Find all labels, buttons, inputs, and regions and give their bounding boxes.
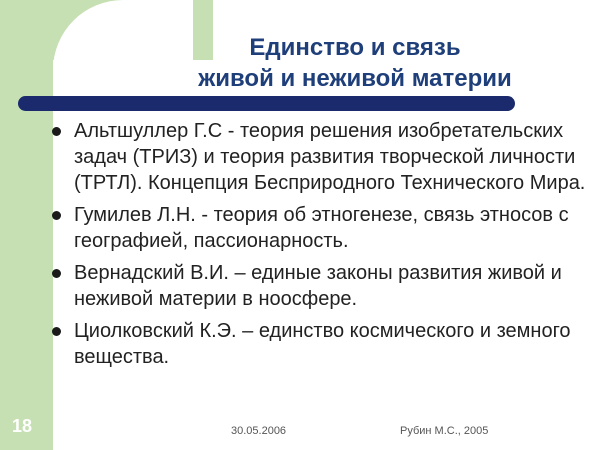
slide-title: [120, 32, 590, 94]
bullet-item: [52, 260, 592, 312]
bullet-text: Альтшуллер Г.С - теория решения изобретательских задач (ТРИЗ) и теория развития творческой личности (ТРТЛ). Концепция Бесприродного Технического Мира.: [74, 120, 586, 194]
bullet-item: [52, 202, 592, 254]
bullet-item: [52, 318, 592, 370]
bullet-text: Вернадский В.И. – единые законы развития живой и неживой материи в ноосфере.: [74, 262, 562, 310]
title-divider-bar: [18, 96, 515, 111]
bullet-list: [52, 118, 592, 376]
left-decor-band: [0, 0, 53, 450]
bullet-dot-icon: [52, 211, 61, 220]
footer-author: Рубин М.С., 2005: [400, 425, 489, 437]
bullet-dot-icon: [52, 327, 61, 336]
bullet-item: [52, 118, 592, 196]
bullet-text: Циолковский К.Э. – единство космического и земного вещества.: [74, 320, 571, 368]
bullet-dot-icon: [52, 127, 61, 136]
title-line-2: живой и неживой материи: [198, 65, 512, 92]
footer-date: 30.05.2006: [231, 425, 287, 437]
slide-number: 18: [12, 416, 33, 436]
bullet-text: Гумилев Л.Н. - теория об этногенезе, связь этносов с географией, пассионарность.: [74, 204, 569, 252]
bullet-dot-icon: [52, 269, 61, 278]
title-line-1: Единство и связь: [249, 34, 461, 61]
